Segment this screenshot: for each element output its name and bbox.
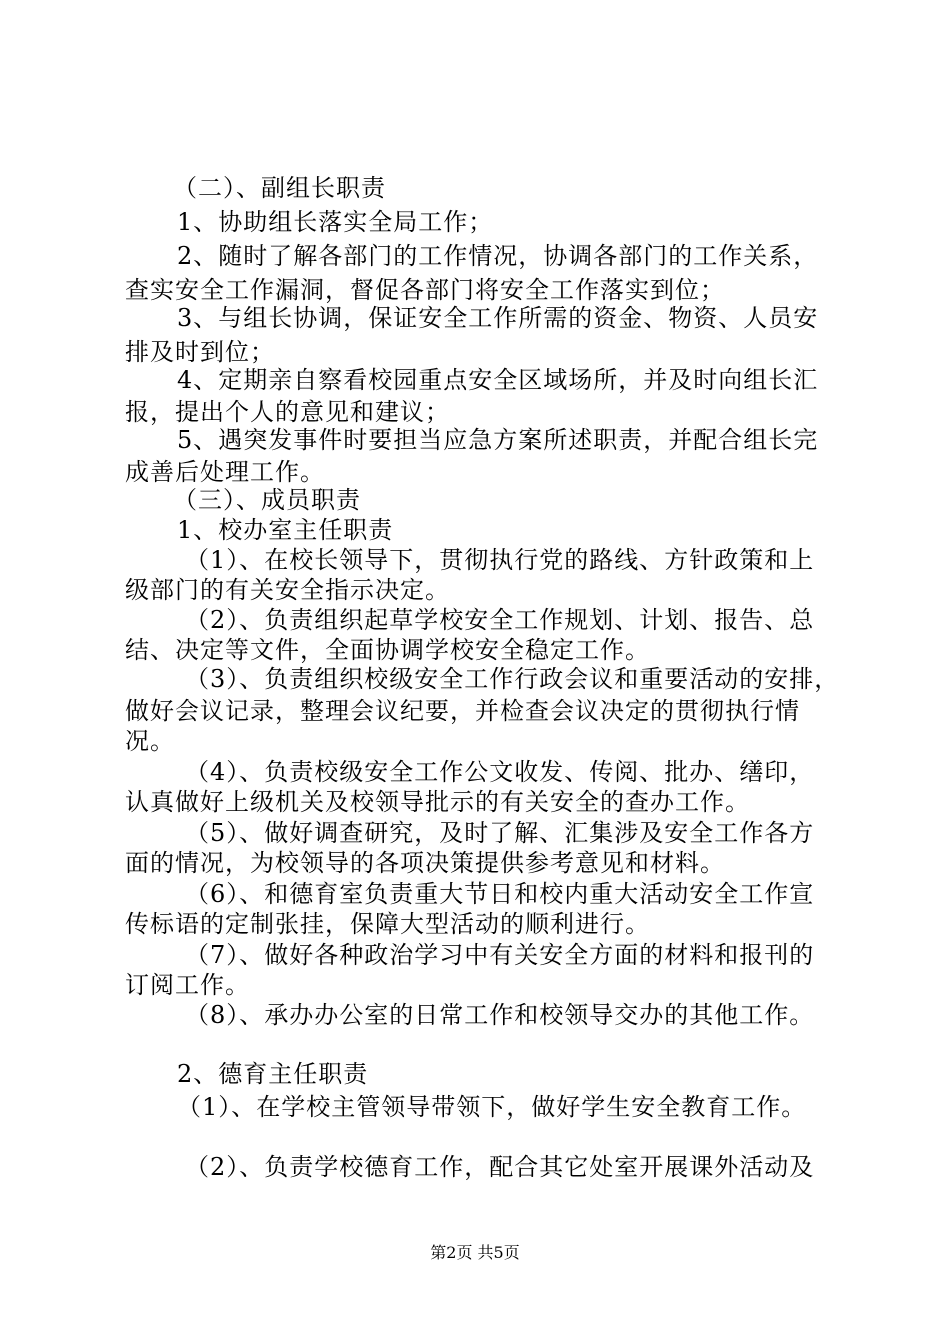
paragraph-line: （8）、承办办公室的日常工作和校领导交办的其他工作。 [185,1001,815,1029]
paragraph-line: 2、随时了解各部门的工作情况，协调各部门的工作关系， [177,242,819,270]
paragraph-line: 报，提出个人的意见和建议； [125,398,450,426]
paragraph-line: （2）、负责组织起草学校安全工作规划、计划、报告、总 [185,606,815,634]
subsection-heading: 1、校办室主任职责 [177,516,394,544]
paragraph-line: 查实安全工作漏洞，督促各部门将安全工作落实到位； [125,276,725,304]
paragraph-line: 认真做好上级机关及校领导批示的有关安全的查办工作。 [125,788,750,816]
paragraph-line: （5）、做好调查研究，及时了解、汇集涉及安全工作各方 [185,819,815,847]
paragraph-line: 订阅工作。 [125,971,250,999]
section-heading: （三）、成员职责 [173,486,361,514]
paragraph-line: 况。 [125,727,175,755]
paragraph-line: （1）、在校长领导下，贯彻执行党的路线、方针政策和上 [185,546,815,574]
paragraph-line: 4、定期亲自察看校园重点安全区域场所，并及时向组长汇 [177,366,819,394]
paragraph-line: 5、遇突发事件时要担当应急方案所述职责，并配合组长完 [177,426,819,454]
paragraph-line: 级部门的有关安全指示决定。 [125,576,450,604]
section-heading: （二）、副组长职责 [173,174,386,202]
paragraph-line: 1、协助组长落实全局工作； [177,208,494,236]
paragraph-line: 面的情况，为校领导的各项决策提供参考意见和材料。 [125,849,725,877]
page-number-footer: 第2页 共5页 [430,1243,520,1262]
paragraph-line: 传标语的定制张挂，保障大型活动的顺利进行。 [125,910,650,938]
paragraph-line: （6）、和德育室负责重大节日和校内重大活动安全工作宣 [185,880,815,908]
paragraph-line: （4）、负责校级安全工作公文收发、传阅、批办、缮印， [185,758,815,786]
paragraph-line: 排及时到位； [125,338,275,366]
paragraph-line: （1）、在学校主管领导带领下，做好学生安全教育工作。 [177,1093,807,1121]
paragraph-line: 3、与组长协调，保证安全工作所需的资金、物资、人员安 [177,304,819,332]
paragraph-line: 结、决定等文件，全面协调学校安全稳定工作。 [125,636,650,664]
paragraph-line: 成善后处理工作。 [125,458,325,486]
paragraph-line: （2）、负责学校德育工作，配合其它处室开展课外活动及 [185,1153,815,1181]
subsection-heading: 2、德育主任职责 [177,1060,369,1088]
paragraph-line: （3）、负责组织校级安全工作行政会议和重要活动的安排， [185,665,840,693]
paragraph-line: 做好会议记录，整理会议纪要，并检查会议决定的贯彻执行情 [125,697,800,725]
paragraph-line: （7）、做好各种政治学习中有关安全方面的材料和报刊的 [185,941,815,969]
